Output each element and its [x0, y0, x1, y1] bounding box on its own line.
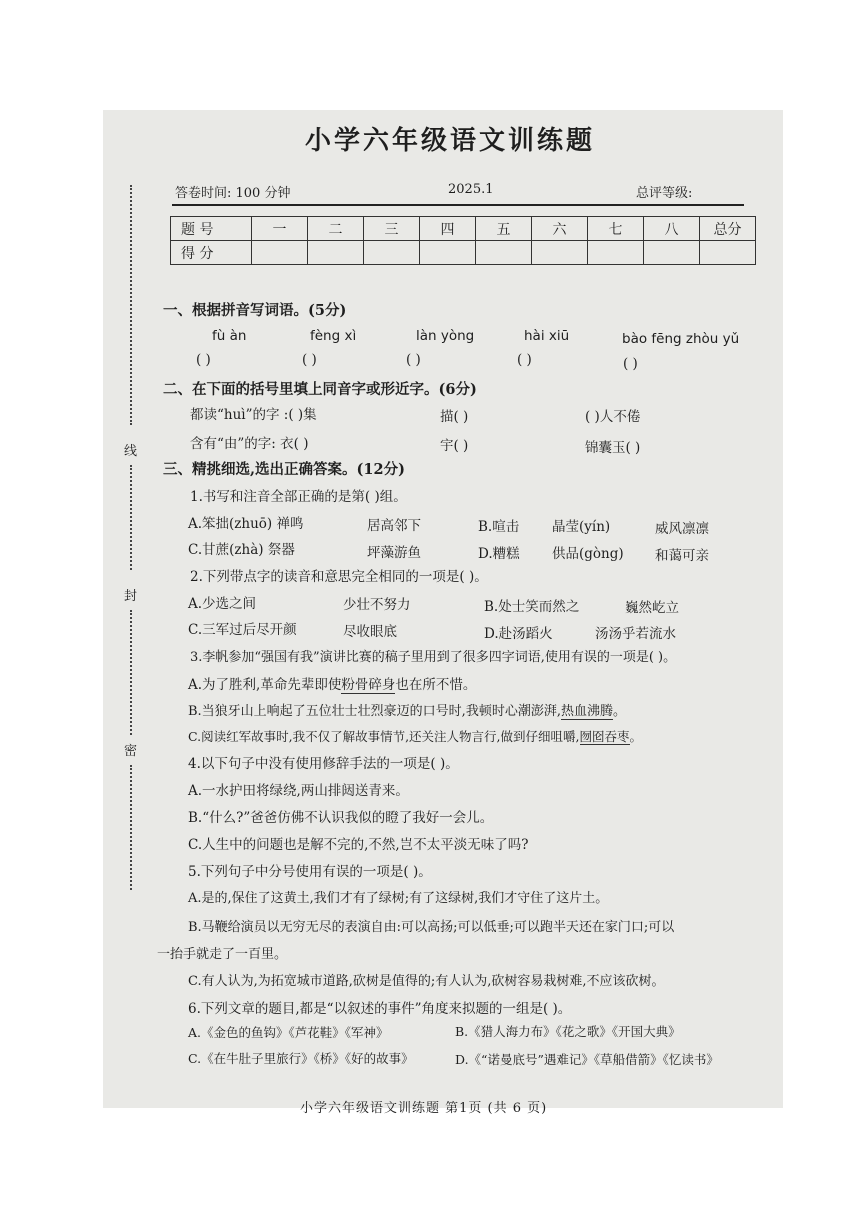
pinyin-2: fèng xì — [310, 328, 357, 344]
table-cell: 五 — [476, 217, 532, 241]
answer-blank[interactable]: ( ) — [517, 352, 532, 368]
score-cell[interactable] — [420, 241, 476, 265]
table-cell: 总分 — [700, 217, 756, 241]
option: 晶莹(yín) — [552, 519, 611, 535]
page-title: 小学六年级语文训练题 — [305, 126, 596, 156]
option: 供品(gòng) — [552, 546, 624, 562]
page-footer: 小学六年级语文训练题 第1页 (共 6 页) — [300, 1101, 548, 1116]
option: 少壮不努力 — [343, 597, 411, 613]
option-text: A.为了胜利,革命先辈即使 — [188, 677, 342, 693]
table-cell: 得 分 — [171, 241, 252, 265]
section-3-heading: 三、精挑细选,选出正确答案。(12分) — [163, 461, 405, 478]
question-6: 6.下列文章的题目,都是“以叙述的事件”角度来拟题的一组是( )。 — [188, 1001, 572, 1017]
option: B.处士笑而然之 — [484, 599, 580, 615]
option: 一抬手就走了一百里。 — [157, 947, 288, 962]
s2-item: 含有“由”的字: 衣( ) — [190, 436, 309, 452]
option-text: 。 — [629, 729, 643, 744]
binding-dotted-line — [130, 765, 132, 890]
pinyin-4: hài xiū — [524, 328, 570, 344]
option: B.《猎人海力布》《花之歌》《开国大典》 — [455, 1024, 681, 1039]
option: A.少选之间 — [188, 596, 257, 612]
option-text: B.当狼牙山上响起了五位壮士壮烈豪迈的口号时,我顿时心潮澎湃, — [188, 704, 561, 719]
table-cell: 六 — [532, 217, 588, 241]
score-table — [170, 216, 756, 265]
section-2-heading: 二、在下面的括号里填上同音字或形近字。(6分) — [163, 381, 477, 398]
option — [188, 727, 642, 745]
score-cell[interactable] — [364, 241, 420, 265]
table-cell: 七 — [588, 217, 644, 241]
binding-dotted-line — [130, 465, 132, 570]
option: C.《在牛肚子里旅行》《桥》《好的故事》 — [188, 1051, 414, 1066]
question-3: 3.李帆参加“强国有我”演讲比赛的稿子里用到了很多四字词语,使用有误的一项是( )。 — [190, 650, 677, 665]
question-1: 1.书写和注音全部正确的是第( )组。 — [190, 489, 407, 505]
margin-label-line: 线 — [124, 444, 138, 459]
option: 居高邻下 — [367, 518, 421, 534]
option: D.《“诺曼底号”遇难记》《草船借箭》《忆读书》 — [455, 1052, 719, 1067]
answer-blank[interactable]: ( ) — [196, 352, 211, 368]
answer-blank[interactable]: ( ) — [406, 352, 421, 368]
score-cell[interactable] — [476, 241, 532, 265]
score-table-header-row — [171, 217, 756, 241]
pinyin-1: fù àn — [212, 328, 247, 344]
option: C.三军过后尽开颜 — [188, 622, 297, 638]
binding-dotted-line — [130, 185, 132, 425]
option: 坪藻游鱼 — [367, 545, 421, 561]
option: 巍然屹立 — [625, 600, 679, 616]
section-1-heading: 一、根据拼音写词语。(5分) — [163, 302, 347, 319]
question-2: 2.下列带点字的读音和意思完全相同的一项是( )。 — [190, 569, 488, 585]
s2-item: ( )人不倦 — [585, 409, 641, 425]
header-rule — [172, 204, 744, 206]
s2-item: 都读“huì”的字 :( )集 — [190, 407, 317, 423]
underlined-word: 热血沸腾 — [560, 704, 613, 719]
margin-label-secret: 密 — [124, 744, 138, 759]
underlined-word: 囫囵吞枣 — [579, 729, 630, 744]
score-cell[interactable] — [588, 241, 644, 265]
option: A.是的,保住了这黄土,我们才有了绿树;有了这绿树,我们才守住了这片土。 — [188, 891, 609, 906]
option-text: 也在所不惜。 — [395, 677, 477, 693]
option: A.笨拙(zhuō) 禅鸣 — [188, 516, 304, 532]
s2-item: 描( ) — [440, 409, 469, 425]
option — [188, 700, 626, 719]
score-cell[interactable] — [644, 241, 700, 265]
option: C.有人认为,为拓宽城市道路,砍树是值得的;有人认为,砍树容易栽树难,不应该砍树。 — [188, 974, 665, 989]
option — [188, 673, 476, 693]
table-cell: 题 号 — [171, 217, 252, 241]
underlined-word: 粉骨碎身 — [341, 677, 396, 693]
option: B.“什么?”爸爸仿佛不认识我似的瞪了我好一会儿。 — [188, 810, 494, 826]
table-cell: 四 — [420, 217, 476, 241]
pinyin-3: làn yòng — [416, 328, 475, 344]
answer-blank[interactable]: ( ) — [302, 352, 317, 368]
pinyin-5: bào fēng zhòu yǔ — [622, 331, 740, 347]
grade-label: 总评等级: — [636, 186, 693, 201]
option: C.人生中的问题也是解不完的,不然,岂不太平淡无味了吗? — [188, 837, 529, 853]
score-cell[interactable] — [700, 241, 756, 265]
option: 威风凛凛 — [655, 521, 709, 537]
table-cell: 二 — [308, 217, 364, 241]
option: D.糟糕 — [478, 546, 520, 562]
binding-dotted-line — [130, 610, 132, 735]
option: 汤汤乎若流水 — [595, 626, 676, 642]
table-cell: 八 — [644, 217, 700, 241]
question-5: 5.下列句子中分号使用有误的一项是( )。 — [188, 864, 432, 880]
answer-blank[interactable]: ( ) — [623, 356, 638, 372]
option-text: C.阅读红军故事时,我不仅了解故事情节,还关注人物言行,做到仔细咀嚼, — [188, 729, 580, 744]
option: 尽收眼底 — [343, 624, 397, 640]
option: B.喧击 — [478, 519, 520, 535]
question-4: 4.以下句子中没有使用修辞手法的一项是( )。 — [188, 756, 459, 772]
option: D.赴汤蹈火 — [484, 626, 553, 642]
score-table-score-row — [171, 241, 756, 265]
option: 和蔼可亲 — [655, 548, 709, 564]
score-cell[interactable] — [532, 241, 588, 265]
option: A.一水护田将绿绕,两山排闼送青来。 — [188, 783, 409, 799]
exam-date: 2025.1 — [448, 182, 494, 197]
score-cell[interactable] — [252, 241, 308, 265]
s2-item: 宇( ) — [440, 438, 469, 454]
option-text: 。 — [612, 704, 626, 719]
margin-label-seal: 封 — [124, 589, 138, 604]
score-cell[interactable] — [308, 241, 364, 265]
option: A.《金色的鱼钩》《芦花鞋》《军神》 — [188, 1025, 389, 1040]
option: C.甘蔗(zhà) 祭器 — [188, 542, 295, 558]
option: B.马鞭给演员以无穷无尽的表演自由:可以高扬;可以低垂;可以跑半天还在家门口;可以 — [188, 920, 675, 935]
exam-time: 答卷时间: 100 分钟 — [175, 186, 291, 201]
table-cell: 三 — [364, 217, 420, 241]
s2-item: 锦囊玉( ) — [585, 440, 641, 456]
table-cell: 一 — [252, 217, 308, 241]
